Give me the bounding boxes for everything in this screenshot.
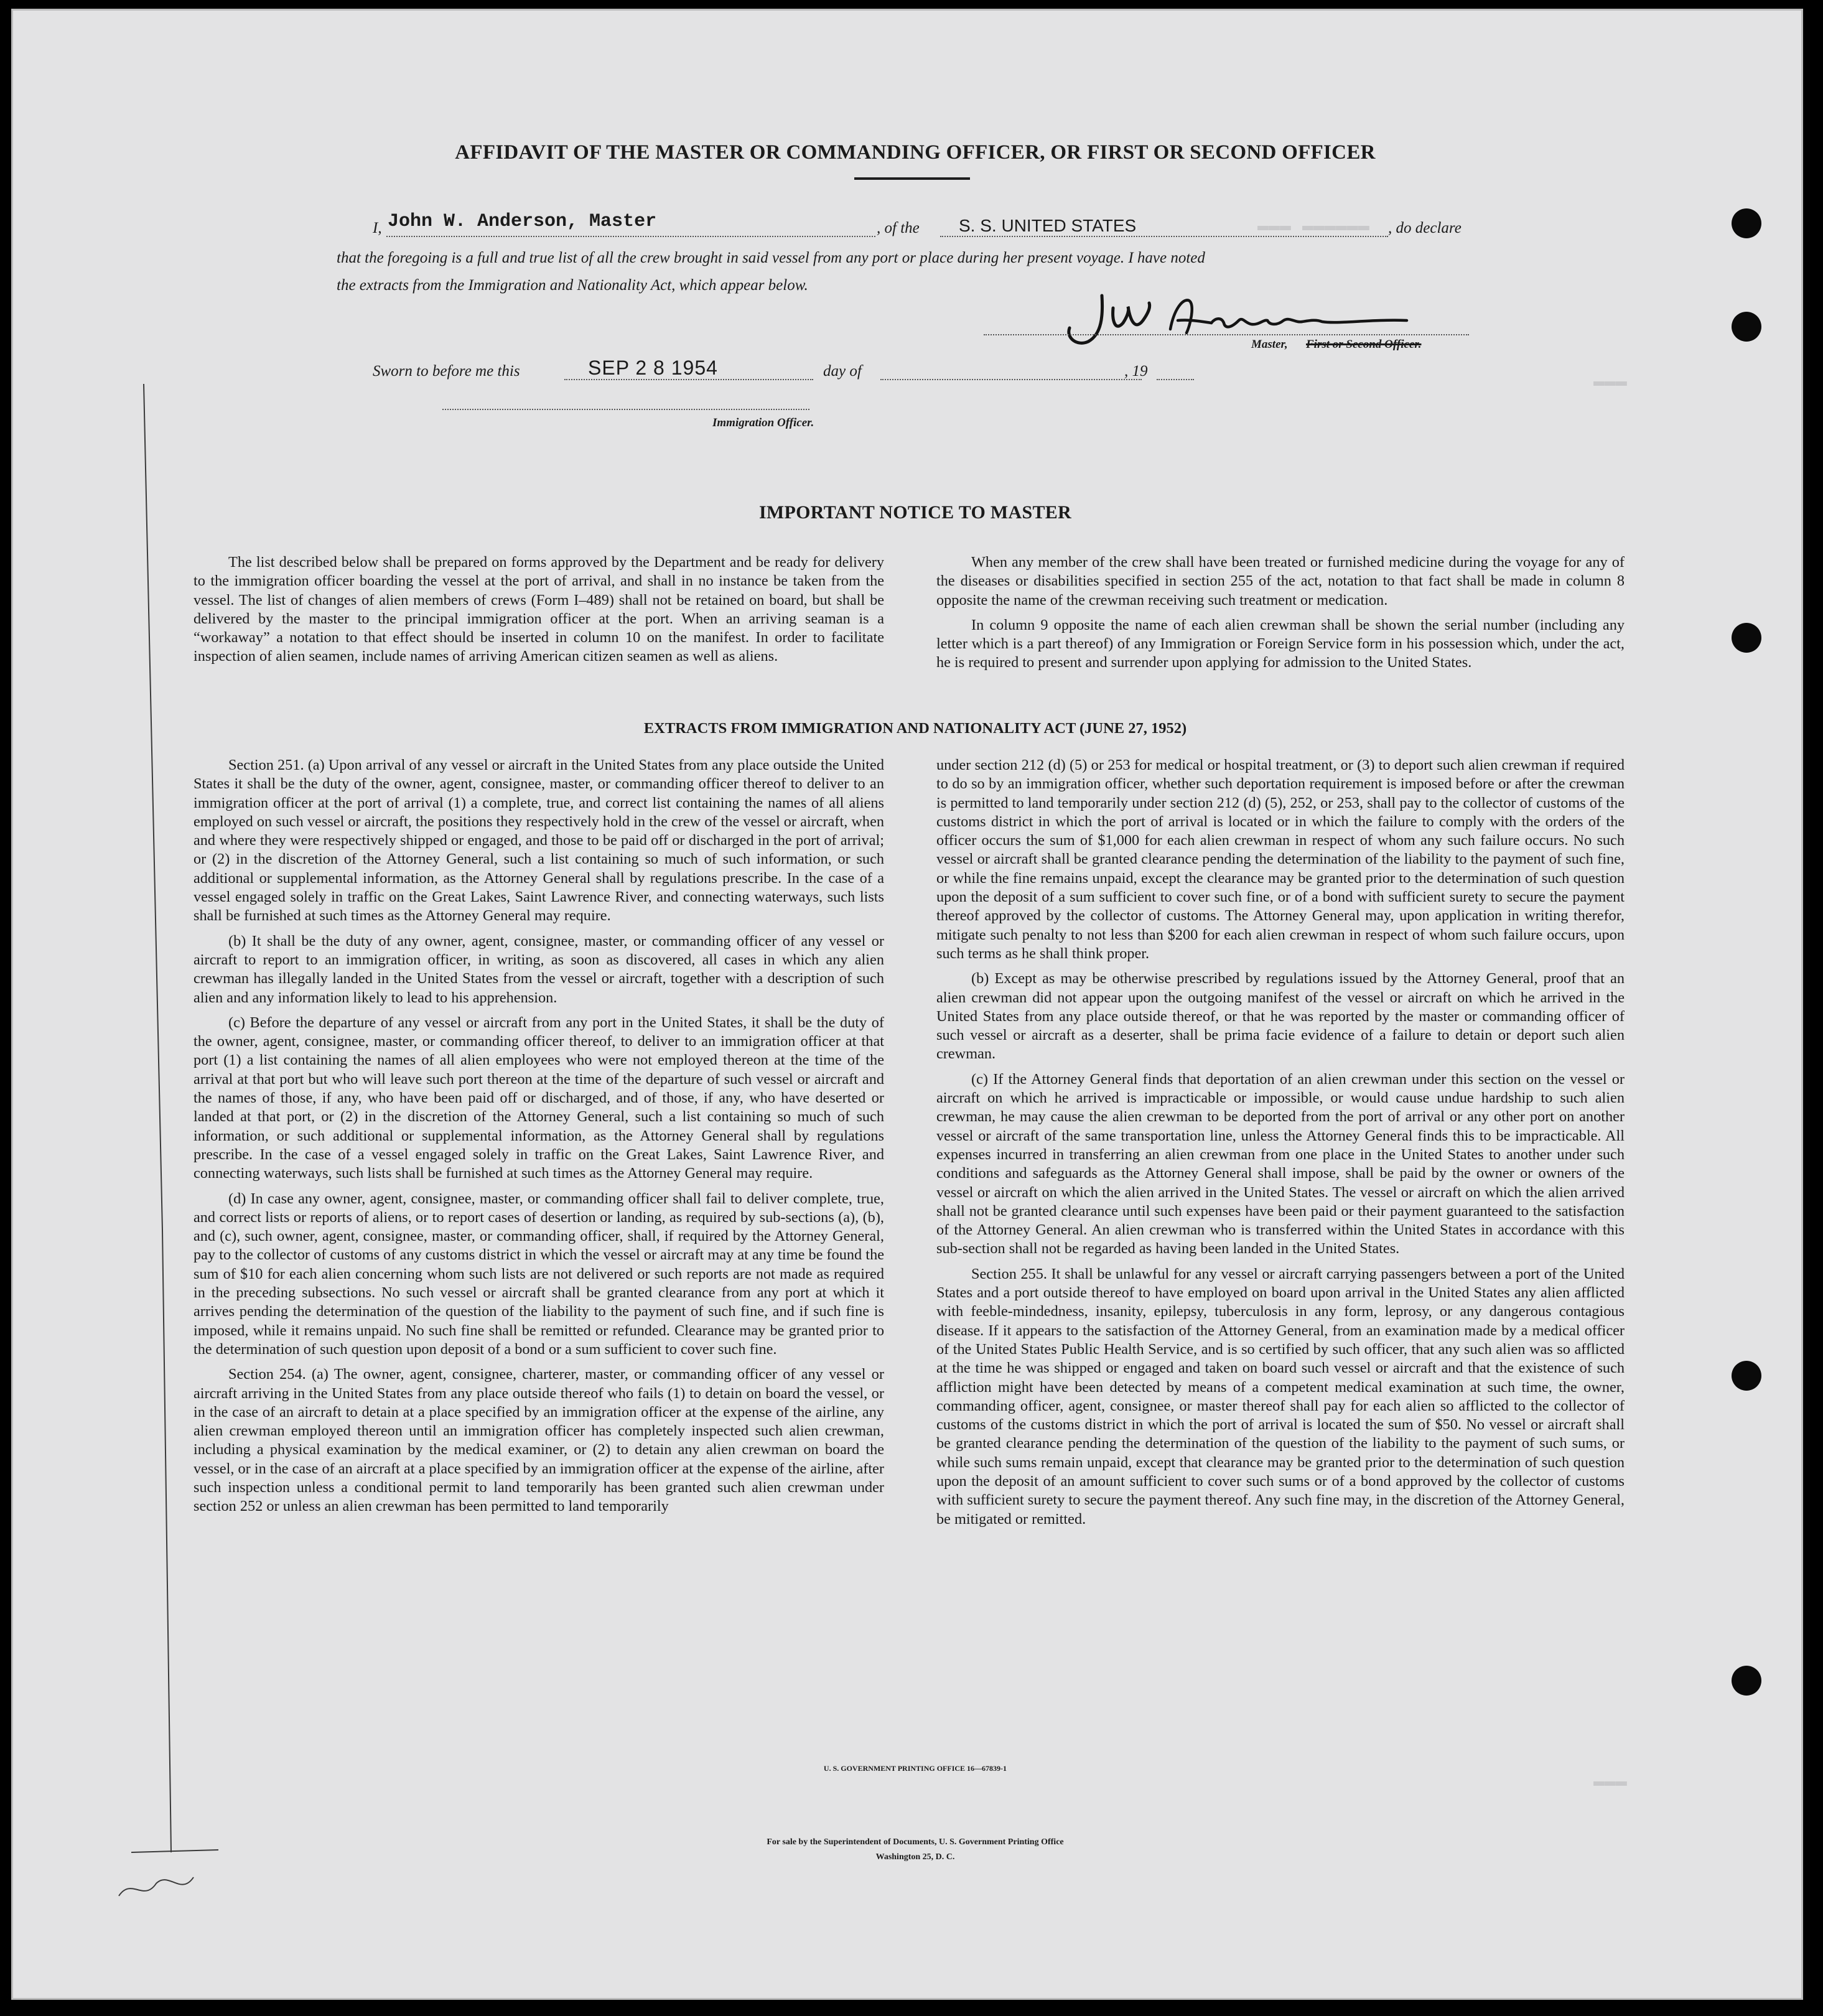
- sale-line-2: Washington 25, D. C.: [875, 1852, 955, 1862]
- extracts-heading: EXTRACTS FROM IMMIGRATION AND NATIONALITY ACT (JUNE 27, 1952): [643, 720, 1187, 737]
- margin-pencil-marks: [106, 359, 268, 1915]
- notice-left-column: [193, 553, 884, 666]
- notice-right-paragraph-1: When any member of the crew shall have been treated or furnished medicine during the voyage for any of the diseases or disabilities specified in section 255 of the act, notation to that fact shall be made in column 8 opposite the name of the crewman receiving such treatment or medication.: [936, 554, 1625, 609]
- of-the-label: , of the: [877, 220, 920, 236]
- date-stamp: SEP 2 8 1954: [588, 357, 718, 379]
- signature-line: [984, 334, 1469, 335]
- section-254-a-continued: under section 212 (d) (5) or 253 for medical or hospital treatment, or (3) to deport such alien crewman if required to do so by an immigration officer, whether such deportation requirement is imposed before or after the crewman is permitted to land temporarily under section 212 (d) (5), 252, or 253, shall pay to the collector of customs of the customs district in which the port of arrival is located or in which the failure to comply with the orders of the officer occurs the sum of $1,000 for each alien crewman in respect of whom any such failure occurs. No such vessel or aircraft shall be granted clearance pending the determination of the liability to the payment of such fine, or while the fine remains unpaid, except the clearance may be granted prior to the determination of such question upon the deposit of a sum sufficient to cover such fine, or of a bond with sufficient surety to secure the payment thereof approved by the collector of customs. The Attorney General may, upon application in writing therefor, mitigate such penalty to not less than $200 for each alien crewman in respect of whom such failure occurs, upon such terms as he shall think proper.: [936, 757, 1625, 962]
- extracts-right-column: [936, 756, 1625, 1529]
- notice-left-paragraph: The list described below shall be prepared on forms approved by the Department and be ready for delivery to the immigration officer boarding the vessel at the port of arrival, and shall in no instance be taken from the vessel. The list of changes of alien members of crews (Form I–489) shall not be retained on board, but shall be delivered by the master to the principal immigration officer at the port. When an arriving seaman is a “workaway” a notation to that effect should be inserted in column 10 on the manifest. In order to facilitate inspection of alien seamen, include names of arriving American citizen seamen as well as aliens.: [193, 554, 884, 665]
- i-label: I,: [373, 220, 382, 236]
- declaration-body-line-2: the extracts from the Immigration and Nationality Act, which appear below.: [337, 277, 808, 294]
- section-254-a: Section 254. (a) The owner, agent, consignee, charterer, master, or commanding officer of any vessel or aircraft arriving in the United States from any place outside thereof who fails (1) to detain on board the vessel, or in the case of an aircraft to detain at a place specified by an immigration officer at the expense of the airline, any alien crewman employed thereon until an immigration officer has completely inspected such alien crewman, including a physical examination by the medical examiner, or (2) to detain any alien crewman on board the vessel, or in the case of an aircraft at a place specified by an immigration officer at the expense of the airline, after such inspection unless a conditional permit to land temporarily has been granted such alien crewman under section 252 or unless an alien crewman has been permitted to land temporarily: [193, 1366, 884, 1515]
- year-label: , 19: [1124, 363, 1148, 380]
- sworn-label: Sworn to before me this: [373, 363, 520, 380]
- extracts-left-column: [193, 756, 884, 1516]
- section-254-c: (c) If the Attorney General finds that deportation of an alien crewman under this section on the vessel or aircraft on which he arrived is impracticable or impossible, or would cause undue hardship to such alien crewman, he may cause the alien crewman to be deported from the port of arrival or any other port on another vessel or aircraft of the same transportation line, unless the Attorney General finds this to be impracticable. All expenses incurred in transferring an alien crewman from one place in the United States to another under such conditions and safeguards as the Attorney General shall impose, shall be paid by the owner or owners of the vessel or aircraft on which the alien arrived in the United States. The vessel or aircraft on which the alien arrived shall not be granted clearance until such expenses have been paid or their payment guaranteed to the satisfaction of the Attorney General. An alien crewman who is transferred within the United States in accordance with this sub-section shall not be regarded as having been landed in the United States.: [936, 1070, 1625, 1258]
- punch-hole: [1732, 208, 1761, 238]
- punch-hole: [1732, 1666, 1761, 1696]
- document-page: [11, 9, 1803, 2000]
- section-251-c: (c) Before the departure of any vessel or aircraft from any port in the United States, it shall be the duty of the owner, agent, consignee, master, or commanding officer thereof, to deliver to an immigration officer at that port (1) a list containing the names of all alien employees who were not employed thereon at the time of the arrival at that port but who will leave such port thereon at the time of the departure of such vessel or aircraft and the names of those, if any, who have been paid off or discharged, and of those, if any, who have deserted or landed at that port, or (2) in the discretion of the Attorney General, such a list containing so much of such information, or such additional or supplemental information, as the Attorney General shall by regulations prescribe. In the case of a vessel engaged solely in traffic on the Great Lakes, Saint Lawrence River, and connecting waterways, such lists shall be furnished at such times as the Attorney General may require.: [193, 1014, 884, 1182]
- notice-right-column: [936, 553, 1625, 673]
- notice-right-paragraph-2: In column 9 opposite the name of each alien crewman shall be shown the serial number (including any letter which is a part thereof) of any Immigration or Foreign Service form in his possession which, under the act, he is required to present and surrender upon applying for admission to the United States.: [936, 616, 1625, 671]
- master-title-label: Master,: [1251, 338, 1288, 351]
- bleed-through-text: ▬▬▬ ▬▬▬▬▬▬: [1257, 216, 1370, 237]
- immigration-officer-line: [442, 409, 809, 410]
- struck-officer-label: First or Second Officer.: [1306, 338, 1422, 351]
- vessel-line: [940, 236, 1388, 237]
- affidavit-title: AFFIDAVIT OF THE MASTER OR COMMANDING OFFICER, OR FIRST OR SECOND OFFICER: [455, 141, 1376, 164]
- month-line: [880, 379, 1142, 380]
- punch-hole: [1732, 623, 1761, 653]
- declaration-body-line-1: that the foregoing is a full and true list of all the crew brought in said vessel from any port or place during her present voyage. I have noted: [337, 250, 1205, 266]
- section-251-a: Section 251. (a) Upon arrival of any vessel or aircraft in the United States from any place outside the United States it shall be the duty of the owner, agent, consignee, master, or commanding officer thereof to deliver to an immigration officer at the port of arrival (1) a complete, true, and correct list containing the names of all aliens employed on such vessel or aircraft, the positions they respectively hold in the crew of the vessel or aircraft, when and where they were respectively shipped or engaged, and those to be paid off or discharged in the port of arrival; or (2) in the discretion of the Attorney General, such a list containing so much of such information, or such additional or supplemental information, as the Attorney General shall by regulations prescribe. In the case of a vessel engaged solely in traffic on the Great Lakes, Saint Lawrence River, and connecting waterways, such lists shall be furnished at such times as the Attorney General may require.: [193, 757, 884, 925]
- do-declare-label: , do declare: [1388, 220, 1462, 236]
- bleed-through-text: ▬▬▬: [1593, 371, 1628, 393]
- title-divider: [854, 177, 970, 180]
- day-of-label: day of: [823, 363, 862, 380]
- master-name-line: [386, 236, 875, 237]
- immigration-officer-label: Immigration Officer.: [712, 416, 814, 429]
- notice-heading: IMPORTANT NOTICE TO MASTER: [758, 502, 1072, 523]
- printer-line: U. S. GOVERNMENT PRINTING OFFICE 16—67839-1: [823, 1764, 1007, 1773]
- section-255: Section 255. It shall be unlawful for any vessel or aircraft carrying passengers between a port of the United States and a port outside thereof to have employed on board upon arrival in the United States any alien afflicted with feeble-mindedness, insanity, epilepsy, tuberculosis in any form, leprosy, or any dangerous contagious disease. If it appears to the satisfaction of the Attorney General, from an examination made by a medical officer of the United States Public Health Service, and is so certified by such officer, that any such alien was so afflicted at the time he was shipped or engaged and taken on board such vessel or aircraft and that the existence of such affliction might have been detected by means of a competent medical examination at such time, the owner, commanding officer, agent, consignee, or master thereof shall pay for each alien so afflicted to the collector of customs of the customs district in which the port of arrival is located the sum of $50. No vessel or aircraft shall be granted clearance pending the determination of the question of the liability to the payment of such sums, or while such sums remain unpaid, except that clearance may be granted prior to the determination of such question upon the deposit of an amount sufficient to cover such sums or of a bond approved by the collector of customs with sufficient surety to secure the payment thereof. Any such fine may, in the discretion of the Attorney General, be mitigated or remitted.: [936, 1265, 1625, 1528]
- master-name-field: John W. Anderson, Master: [388, 211, 657, 232]
- sale-line-1: For sale by the Superintendent of Documents, U. S. Government Printing Office: [767, 1837, 1064, 1847]
- section-254-b: (b) Except as may be otherwise prescribed by regulations issued by the Attorney General, proof that an alien crewman did not appear upon the outgoing manifest of the vessel or aircraft on which he arrived in the United States from any place outside thereof, or that he was reported by the master or commanding officer of such vessel or aircraft as a deserter, shall be prima facie evidence of a failure to detain or deport such alien crewman.: [936, 970, 1625, 1063]
- punch-hole: [1732, 1361, 1761, 1391]
- section-251-b: (b) It shall be the duty of any owner, agent, consignee, master, or commanding officer of any vessel or aircraft to report to an immigration officer, in writing, as soon as discovered, all cases in which any alien crewman has illegally landed in the United States from the vessel or aircraft, together with a description of such alien and any information likely to lead to his apprehension.: [193, 932, 884, 1006]
- section-251-d: (d) In case any owner, agent, consignee, master, or commanding officer shall fail to deliver complete, true, and correct lists or reports of aliens, or to report cases of desertion or landing, as required by sub-sections (a), (b), and (c), such owner, agent, consignee, master, or commanding officer, shall, if required by the Attorney General, pay to the collector of customs of any customs district in which the vessel or aircraft may at any time be found the sum of $10 for each alien concerning whom such lists are not delivered or such reports are not made as required in the preceding subsections. No such vessel or aircraft shall be granted clearance from any port at which it arrives pending the determination of the question of the liability to the payment of such fine, and if such fine is imposed, while it remains unpaid. No such fine shall be remitted or refunded. Clearance may be granted prior to the determination of such question upon deposit of a bond or a sum sufficient to cover such fine.: [193, 1190, 884, 1358]
- punch-hole: [1732, 312, 1761, 342]
- vessel-name-field: S. S. UNITED STATES: [959, 216, 1137, 235]
- year-line: [1157, 379, 1194, 380]
- bleed-through-text: ▬▬▬: [1593, 1771, 1628, 1793]
